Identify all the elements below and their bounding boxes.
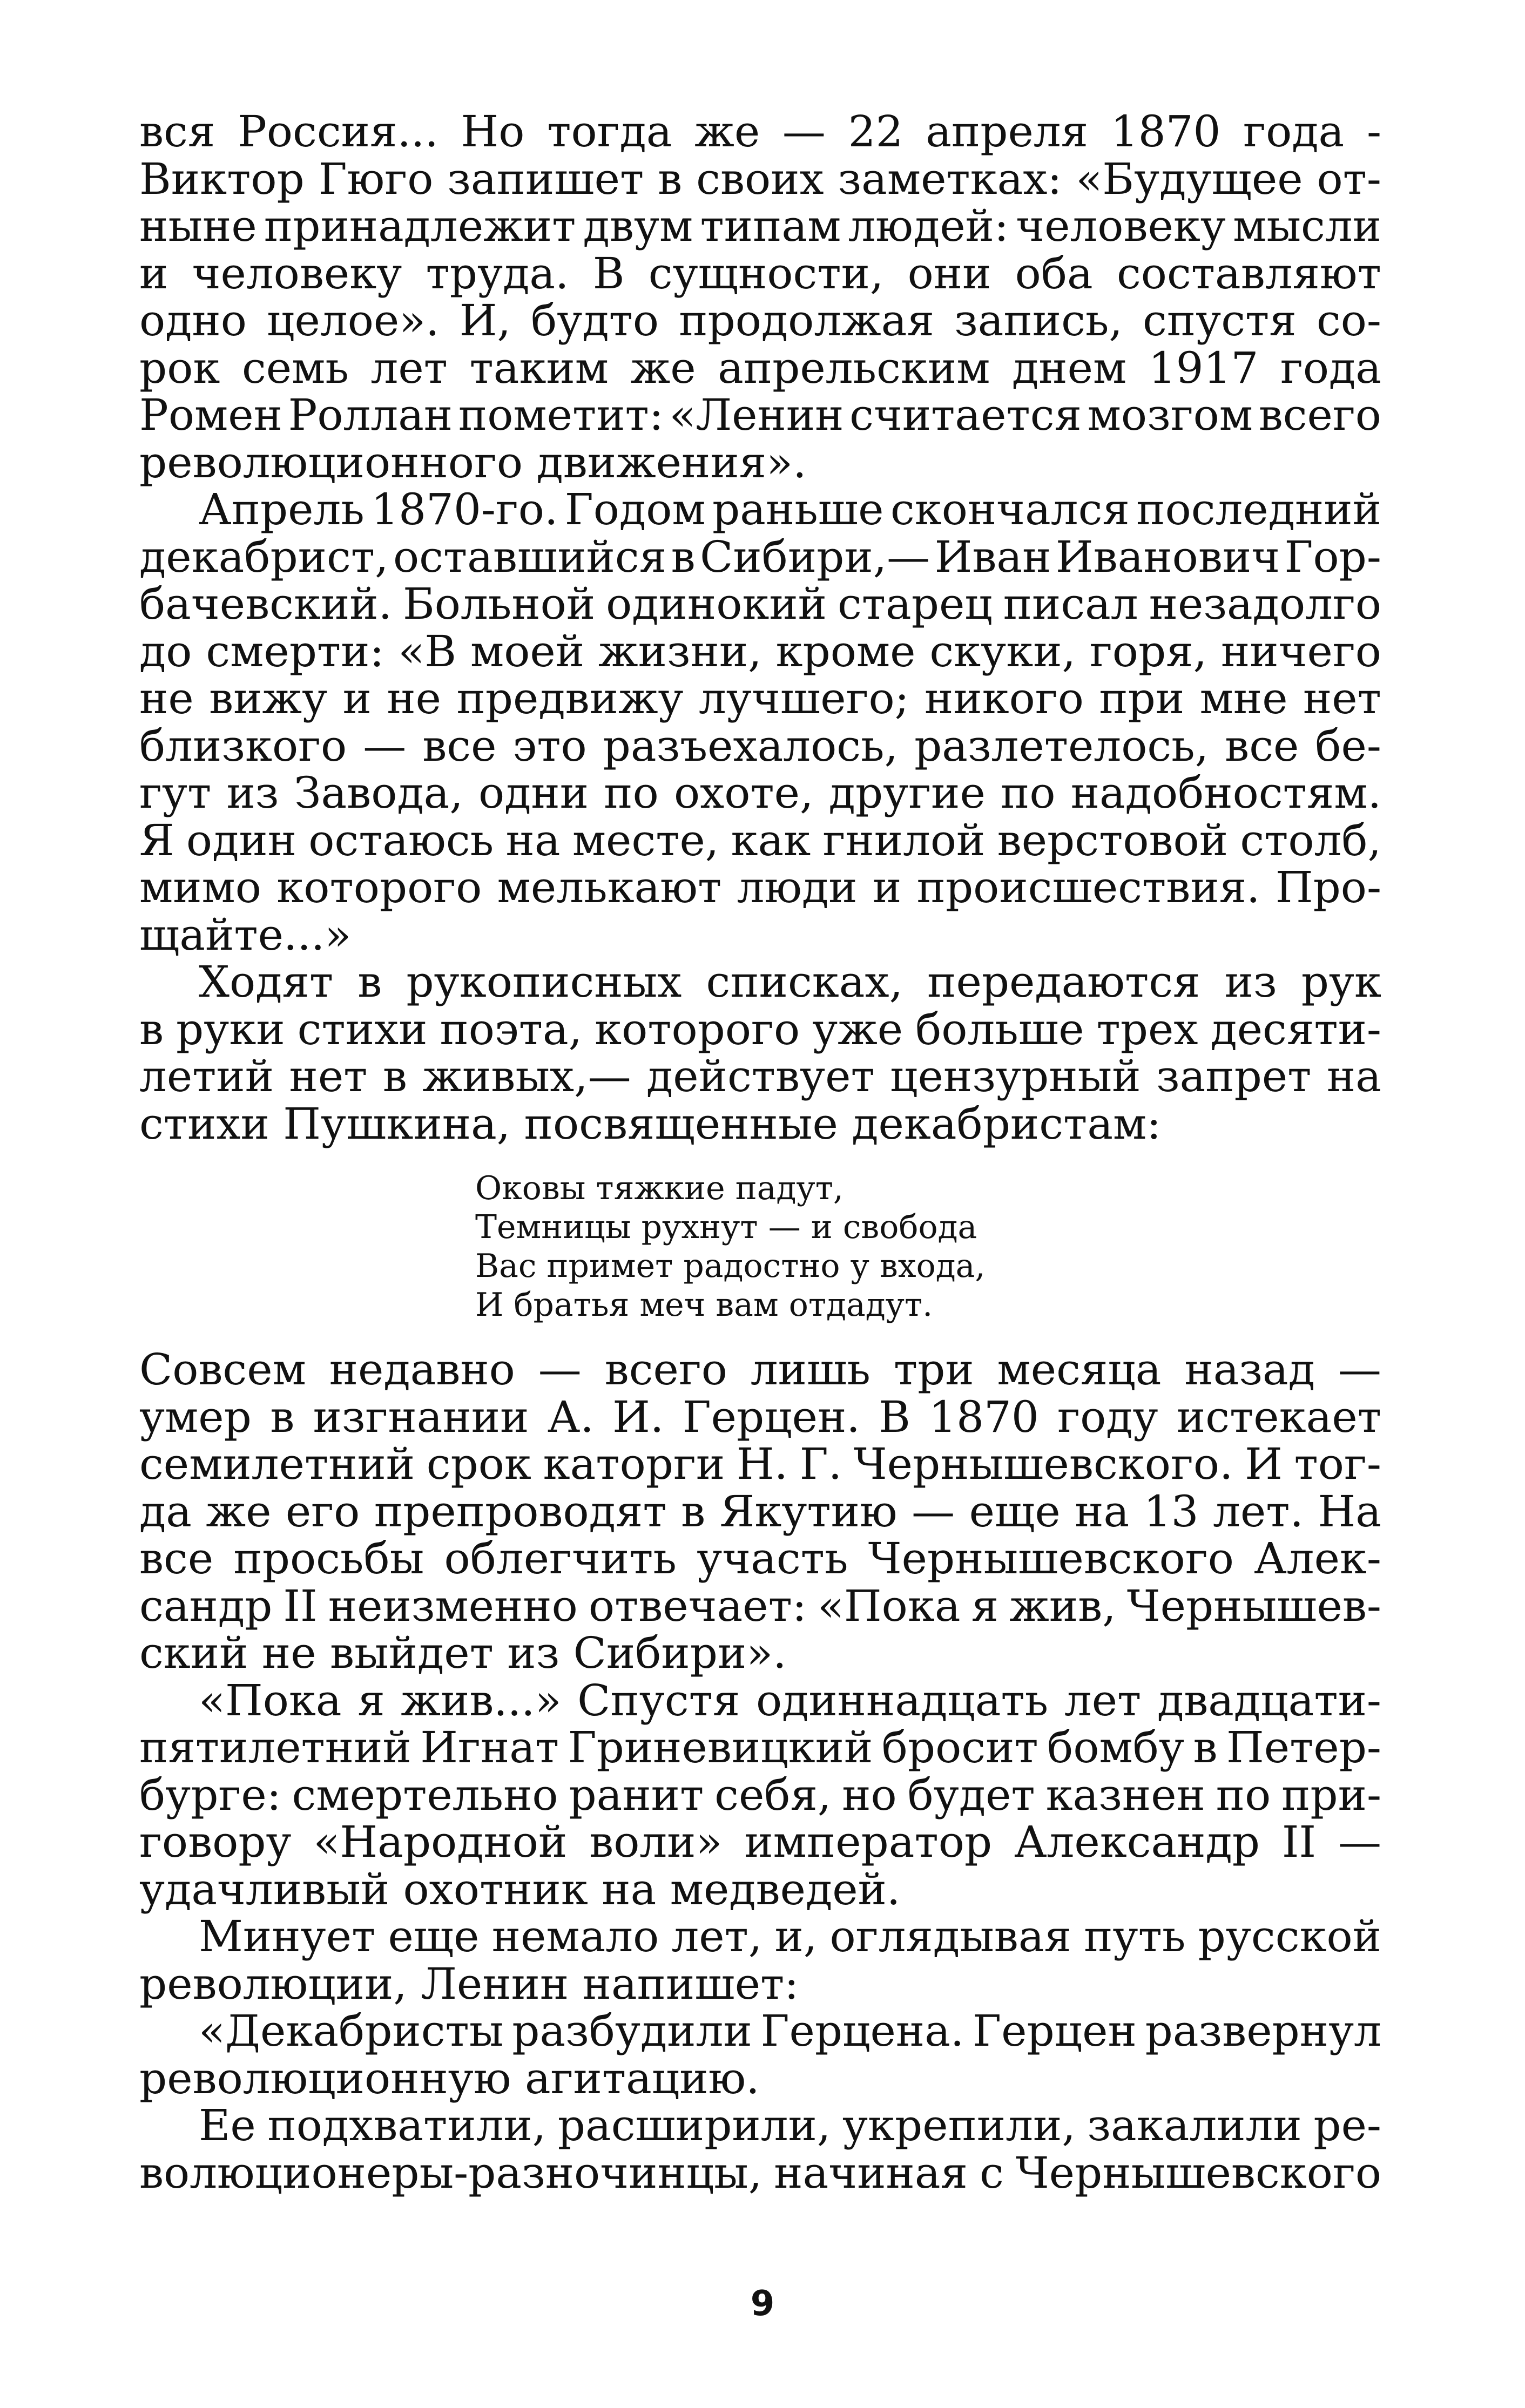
text-line: и человеку труда. В сущности, они оба составляют xyxy=(139,248,1381,299)
verse-line: Темницы рухнут — и свобода xyxy=(475,1208,977,1246)
text-line: революционную агитацию. xyxy=(139,2053,760,2103)
paragraph xyxy=(139,108,1381,486)
text-line: Ромен Роллан пометит: «Ленин считается мозгом всего xyxy=(139,390,1381,440)
text-line: в руки стихи поэта, которого уже больше трех десяти- xyxy=(139,1004,1381,1054)
text-line: вся Россия... Но тогда же — 22 апреля 1870 года - xyxy=(139,106,1381,157)
paragraph xyxy=(139,486,1381,958)
text-line: Минует еще немало лет, и, оглядывая путь русской xyxy=(199,1911,1381,1961)
text-line: близкого — все это разъехалось, разлетелось, все бе- xyxy=(139,720,1381,771)
verse-line: Оковы тяжкие падут, xyxy=(475,1169,844,1207)
text-line: мимо которого мелькают люди и происшествия. Про- xyxy=(139,862,1381,912)
paragraph xyxy=(139,2007,1381,2102)
paragraph xyxy=(139,2102,1381,2196)
text-line: ский не выйдет из Сибири». xyxy=(139,1628,787,1678)
text-line: до смерти: «В моей жизни, кроме скуки, горя, ничего xyxy=(139,626,1381,677)
text-line: все просьбы облегчить участь Чернышевского Алек- xyxy=(139,1533,1381,1584)
text-line: бурге: смертельно ранит себя, но будет казнен по при- xyxy=(139,1769,1381,1820)
paragraph xyxy=(139,1677,1381,1913)
paragraph xyxy=(139,1913,1381,2007)
text-line: Я один остаюсь на месте, как гнилой верстовой столб, xyxy=(139,815,1381,865)
text-line: сандр II неизменно отвечает: «Пока я жив, Чернышев- xyxy=(139,1580,1381,1631)
page-body xyxy=(139,108,1381,2196)
text-line: летий нет в живых,— действует цензурный запрет на xyxy=(139,1051,1381,1101)
text-line: «Декабристы разбудили Герцена. Герцен развернул xyxy=(199,2006,1381,2056)
verse-line: И братья меч вам отдадут. xyxy=(475,1286,933,1324)
verse-block xyxy=(475,1169,1381,1324)
text-block-before-verse xyxy=(139,108,1381,1147)
text-line: говору «Народной воли» император Александр II — xyxy=(139,1817,1381,1867)
text-line: «Пока я жив...» Спустя одиннадцать лет двадцати- xyxy=(199,1675,1381,1726)
text-line: бачевский. Больной одинокий старец писал незадолго xyxy=(139,579,1381,629)
paragraph xyxy=(139,958,1381,1147)
text-line: удачливый охотник на медведей. xyxy=(139,1864,901,1915)
text-line: волюционеры-разночинцы, начиная с Чернышевского xyxy=(139,2147,1381,2198)
text-line: революционного движения». xyxy=(139,437,807,488)
text-line: ныне принадлежит двум типам людей: человеку мысли xyxy=(139,201,1381,251)
paragraph xyxy=(139,1346,1381,1677)
text-line: Апрель 1870-го. Годом раньше скончался последний xyxy=(199,484,1381,535)
text-line: революции, Ленин напишет: xyxy=(139,1958,799,2009)
text-line: не вижу и не предвижу лучшего; никого при мне нет xyxy=(139,673,1381,723)
text-block-after-verse xyxy=(139,1346,1381,2196)
text-line: гут из Завода, одни по охоте, другие по надобностям. xyxy=(139,768,1381,818)
text-line: Виктор Гюго запишет в своих заметках: «Будущее от- xyxy=(139,153,1381,204)
text-line: декабрист, оставшийся в Сибири,— Иван Иванович Гор- xyxy=(139,531,1381,582)
text-line: стихи Пушкина, посвященные декабристам: xyxy=(139,1098,1162,1149)
text-line: Совсем недавно — всего лишь три месяца назад — xyxy=(139,1344,1381,1395)
text-line: одно целое». И, будто продолжая запись, спустя со- xyxy=(139,295,1381,346)
text-line: да же его препроводят в Якутию — еще на 13 лет. На xyxy=(139,1486,1381,1537)
text-line: Ее подхватили, расширили, укрепили, закалили ре- xyxy=(199,2100,1381,2150)
text-line: рок семь лет таким же апрельским днем 1917 года xyxy=(139,342,1381,393)
text-line: щайте...» xyxy=(139,909,352,960)
page-number: 9 xyxy=(750,2284,775,2324)
text-line: пятилетний Игнат Гриневицкий бросит бомбу в Петер- xyxy=(139,1722,1381,1773)
text-line: семилетний срок каторги Н. Г. Чернышевского. И тог- xyxy=(139,1439,1381,1489)
verse-line: Вас примет радостно у входа, xyxy=(475,1247,986,1285)
text-line: Ходят в рукописных списках, передаются из рук xyxy=(199,957,1381,1007)
text-line: умер в изгнании А. И. Герцен. В 1870 году истекает xyxy=(139,1391,1381,1442)
